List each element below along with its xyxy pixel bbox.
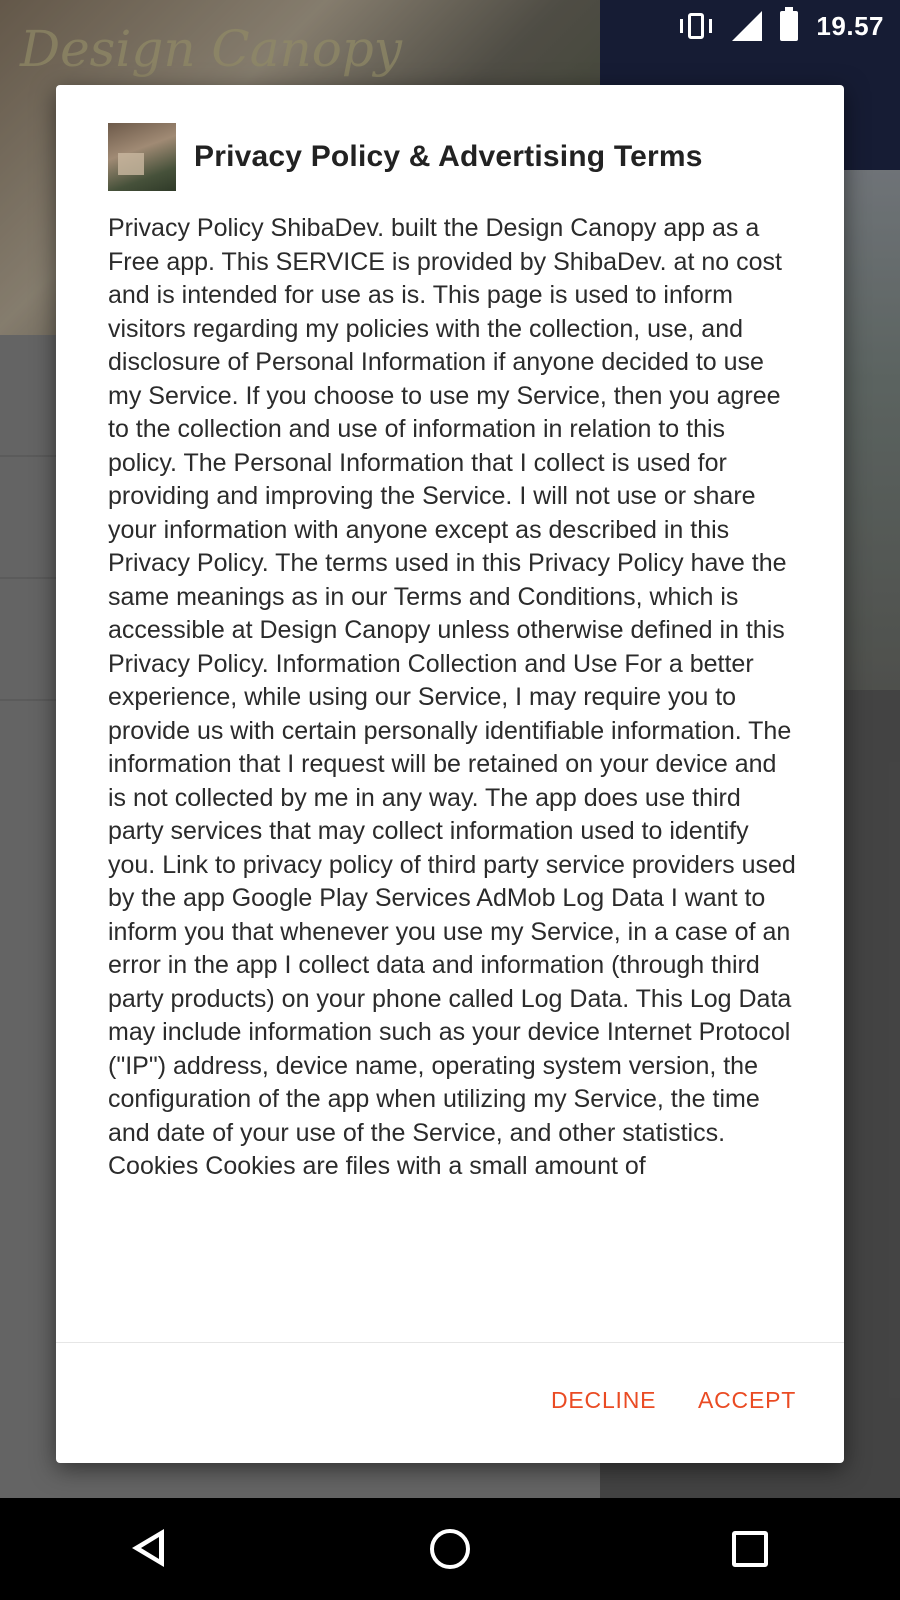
back-button[interactable]: [110, 1509, 190, 1589]
battery-charging-icon: [780, 11, 798, 41]
navigation-bar: [0, 1498, 900, 1600]
privacy-policy-dialog: [56, 85, 844, 1463]
recents-icon: [732, 1531, 768, 1567]
background-logo: Design Canopy: [20, 20, 403, 78]
dialog-title: Privacy Policy & Advertising Terms: [194, 140, 703, 173]
status-bar: [600, 0, 900, 52]
dialog-body-scroll[interactable]: [108, 212, 798, 1430]
app-icon: [108, 123, 176, 191]
dialog-header: [108, 123, 804, 191]
decline-button[interactable]: DECLINE: [551, 1387, 657, 1413]
accept-button[interactable]: ACCEPT: [698, 1387, 797, 1413]
recents-button[interactable]: [710, 1509, 790, 1589]
vibrate-icon: [678, 11, 714, 41]
home-icon: [430, 1529, 470, 1569]
dialog-footer: [56, 1342, 844, 1463]
signal-icon: [732, 11, 762, 41]
status-time: 19.57: [816, 10, 884, 41]
policy-text: Privacy Policy ShibaDev. built the Design Canopy app as a Free app. This SERVICE is provided by ShibaDev. at no cost and is intended for use as is. This page is used to inform visitors regarding my policies with the collection, use, and disclosure of Personal Information if anyone decided to use my Service. If you choose to use my Service, then you agree to the collection and use of information in relation to this policy. The Personal Information that I collect is used for providing and improving the Service. I will not use or share your information with anyone except as described in this Privacy Policy. The terms used in this Privacy Policy have the same meanings as in our Terms and Conditions, which is accessible at Design Canopy unless otherwise defined in this Privacy Policy. Information Collection and Use For a better experience, while using our Service, I may require you to provide us with certain personally identifiable information. The information that I request will be retained on your device and is not collected by me in any way. The app does use third party services that may collect information used to identify you. Link to privacy policy of third party service providers used by the app Google Play Services AdMob Log Data I want to inform you that whenever you use my Service, in a case of an error in the app I collect data and information (through third party products) on your phone called Log Data. This Log Data may include information such as your device Internet Protocol ("IP") address, device name, operating system version, the configuration of the app when utilizing my Service, the time and date of your use of the Service, and other statistics. Cookies Cookies are files with a small amount of: [108, 214, 796, 1180]
home-button[interactable]: [410, 1509, 490, 1589]
back-icon: [132, 1529, 164, 1567]
